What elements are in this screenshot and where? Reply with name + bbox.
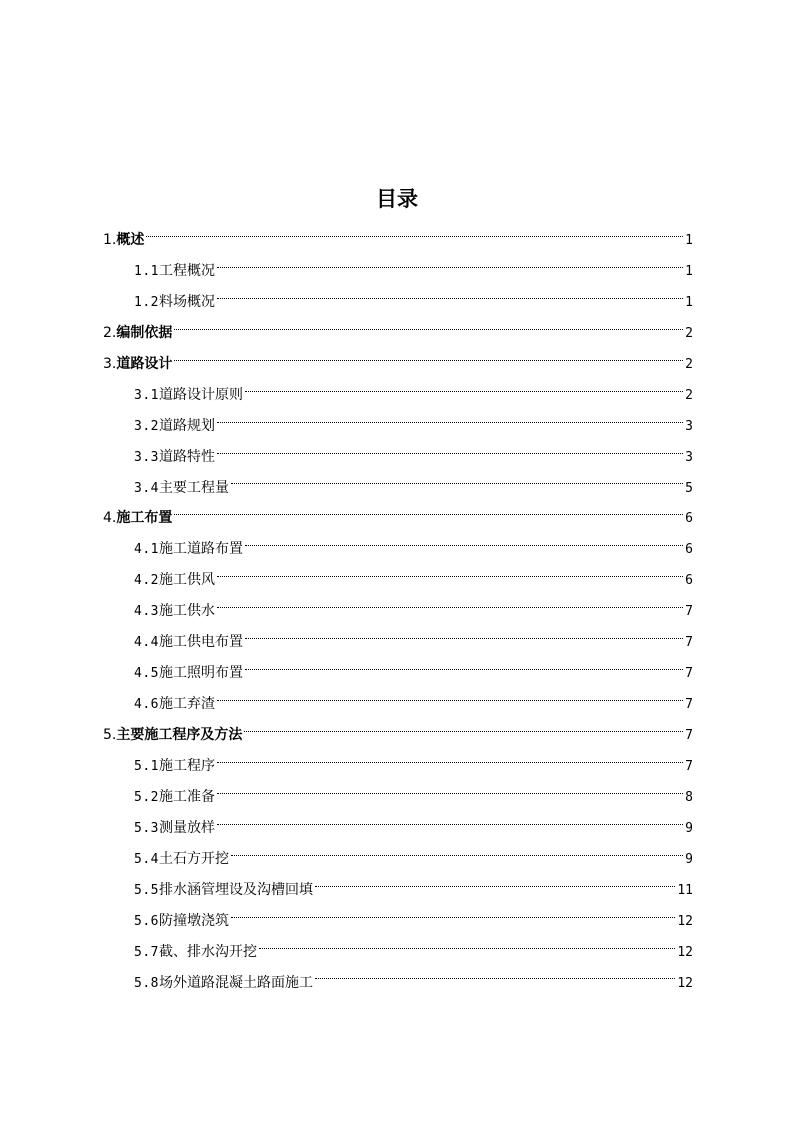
- toc-dot-leader: [174, 329, 683, 330]
- toc-entry-chapter[interactable]: [103, 720, 693, 751]
- toc-entry-label: 施工准备: [158, 788, 215, 805]
- toc-entry-section[interactable]: [103, 442, 693, 473]
- toc-entry-page: 12: [677, 944, 693, 960]
- toc-dot-leader: [217, 298, 683, 299]
- toc-entry-label: 工程概况: [158, 262, 215, 279]
- toc-dot-leader: [217, 422, 683, 423]
- toc-entry-number: 5.6: [134, 913, 159, 929]
- toc-entry-number: 5.1: [134, 758, 159, 774]
- toc-entry-section[interactable]: [103, 875, 693, 906]
- toc-entry-label: 编制依据: [116, 324, 173, 341]
- toc-entry-number: 5.4: [134, 851, 159, 867]
- toc-dot-leader: [217, 576, 683, 577]
- toc-entry-page: 2: [685, 387, 693, 403]
- toc-entry-page: 2: [685, 325, 693, 341]
- toc-dot-leader: [315, 978, 675, 979]
- toc-entry-label: 主要工程量: [158, 479, 229, 496]
- toc-dot-leader: [217, 453, 683, 454]
- toc-entry-section[interactable]: [103, 380, 693, 411]
- toc-dot-leader: [231, 855, 683, 856]
- toc-entry-label: 土石方开挖: [158, 850, 229, 867]
- toc-entry-section[interactable]: [103, 813, 693, 844]
- toc-entry-number: 3.1: [134, 387, 159, 403]
- toc-entry-label: 施工供水: [158, 603, 215, 620]
- toc-entry-number: 4.3: [134, 604, 159, 620]
- toc-entry-page: 8: [685, 789, 693, 805]
- toc-entry-label: 施工照明布置: [158, 665, 243, 682]
- toc-entry-section[interactable]: [103, 689, 693, 720]
- toc-entry-number: 1.2: [134, 294, 159, 310]
- toc-dot-leader: [315, 886, 675, 887]
- toc-dot-leader: [231, 483, 683, 484]
- toc-entry-section[interactable]: [103, 906, 693, 937]
- toc-entry-label: 排水涵管埋设及沟槽回填: [158, 881, 313, 898]
- toc-entry-number: 4.1: [134, 542, 159, 558]
- toc-entry-page: 3: [685, 449, 693, 465]
- toc-dot-leader: [245, 638, 683, 639]
- toc-dot-leader: [174, 360, 683, 361]
- toc-entry-section[interactable]: [103, 596, 693, 627]
- toc-dot-leader: [217, 607, 683, 608]
- toc-entry-section[interactable]: [103, 782, 693, 813]
- toc-entry-section[interactable]: [103, 937, 693, 968]
- toc-entry-label: 料场概况: [158, 293, 215, 310]
- toc-entry-number: 4.6: [134, 697, 159, 713]
- toc-entry-section[interactable]: [103, 658, 693, 689]
- toc-entry-page: 3: [685, 418, 693, 434]
- toc-entry-section[interactable]: [103, 287, 693, 318]
- toc-entry-section[interactable]: [103, 256, 693, 287]
- toc-entry-label: 道路设计原则: [158, 386, 243, 403]
- toc-entry-number: 4.4: [134, 635, 159, 651]
- toc-entry-number: 3.2: [134, 418, 159, 434]
- toc-entry-section[interactable]: [103, 473, 693, 504]
- toc-entry-chapter[interactable]: [103, 349, 693, 380]
- toc-entry-label: 施工布置: [116, 510, 173, 527]
- toc-entry-page: 7: [685, 758, 693, 774]
- toc-entry-number: 5.: [103, 727, 117, 743]
- toc-entry-page: 12: [677, 913, 693, 929]
- toc-entry-page: 2: [685, 356, 693, 372]
- toc-entry-number: 4.5: [134, 666, 159, 682]
- toc-entry-page: 7: [685, 604, 693, 620]
- toc-entry-label: 道路设计: [116, 355, 173, 372]
- toc-dot-leader: [146, 236, 683, 237]
- toc-dot-leader: [245, 391, 683, 392]
- toc-entry-label: 施工供电布置: [158, 634, 243, 651]
- toc-entry-page: 5: [685, 480, 693, 496]
- toc-entry-section[interactable]: [103, 968, 693, 999]
- toc-list: [103, 225, 693, 998]
- toc-entry-number: 5.7: [134, 944, 159, 960]
- toc-entry-chapter[interactable]: [103, 318, 693, 349]
- toc-entry-label: 主要施工程序及方法: [116, 727, 243, 743]
- toc-entry-label: 道路特性: [158, 448, 215, 465]
- toc-entry-page: 6: [685, 511, 693, 527]
- toc-title: 目录: [376, 187, 418, 211]
- toc-entry-section[interactable]: [103, 565, 693, 596]
- toc-entry-page: 7: [685, 697, 693, 713]
- toc-entry-page: 7: [685, 666, 693, 682]
- toc-entry-page: 7: [685, 635, 693, 651]
- toc-entry-number: 5.5: [134, 882, 159, 898]
- toc-entry-page: 1: [685, 263, 693, 279]
- toc-entry-number: 1.1: [134, 263, 159, 279]
- toc-dot-leader: [231, 917, 675, 918]
- toc-entry-page: 1: [685, 294, 693, 310]
- toc-dot-leader: [174, 514, 683, 515]
- toc-entry-label: 施工道路布置: [158, 541, 243, 558]
- toc-entry-page: 9: [685, 820, 693, 836]
- toc-entry-number: 4.2: [134, 573, 159, 589]
- toc-entry-page: 6: [685, 542, 693, 558]
- toc-dot-leader: [245, 545, 683, 546]
- toc-dot-leader: [245, 669, 683, 670]
- toc-dot-leader: [217, 762, 683, 763]
- toc-entry-label: 场外道路混凝土路面施工: [158, 974, 313, 991]
- toc-entry-label: 施工供风: [158, 572, 215, 589]
- toc-entry-label: 测量放样: [158, 819, 215, 836]
- toc-entry-number: 3.4: [134, 480, 159, 496]
- toc-entry-section[interactable]: [103, 627, 693, 658]
- toc-entry-page: 1: [685, 233, 693, 248]
- toc-entry-label: 概述: [116, 232, 145, 248]
- toc-dot-leader: [244, 731, 683, 732]
- toc-dot-leader: [217, 824, 683, 825]
- toc-entry-label: 防撞墩浇筑: [158, 912, 229, 929]
- toc-dot-leader: [259, 948, 675, 949]
- toc-entry-section[interactable]: [103, 844, 693, 875]
- toc-entry-label: 施工程序: [158, 757, 215, 774]
- toc-entry-page: 7: [685, 728, 693, 743]
- toc-entry-label: 道路规划: [158, 417, 215, 434]
- toc-entry-chapter[interactable]: [103, 225, 693, 256]
- toc-dot-leader: [217, 793, 683, 794]
- toc-entry-section[interactable]: [103, 411, 693, 442]
- toc-entry-page: 11: [677, 882, 693, 898]
- toc-entry-page: 6: [685, 573, 693, 589]
- toc-dot-leader: [217, 700, 683, 701]
- toc-entry-number: 5.2: [134, 789, 159, 805]
- toc-entry-label: 截、排水沟开挖: [158, 943, 257, 960]
- toc-entry-section[interactable]: [103, 751, 693, 782]
- toc-entry-page: 12: [677, 975, 693, 991]
- toc-entry-number: 3.: [103, 355, 117, 372]
- toc-entry-number: 4.: [103, 510, 117, 527]
- toc-entry-number: 2.: [103, 324, 117, 341]
- toc-entry-number: 5.8: [134, 975, 159, 991]
- toc-entry-number: 3.3: [134, 449, 159, 465]
- toc-entry-number: 5.3: [134, 820, 159, 836]
- toc-entry-label: 施工弃渣: [158, 696, 215, 713]
- toc-entry-section[interactable]: [103, 534, 693, 565]
- toc-entry-chapter[interactable]: [103, 503, 693, 534]
- toc-dot-leader: [217, 267, 683, 268]
- toc-entry-page: 9: [685, 851, 693, 867]
- toc-entry-number: 1.: [103, 232, 117, 248]
